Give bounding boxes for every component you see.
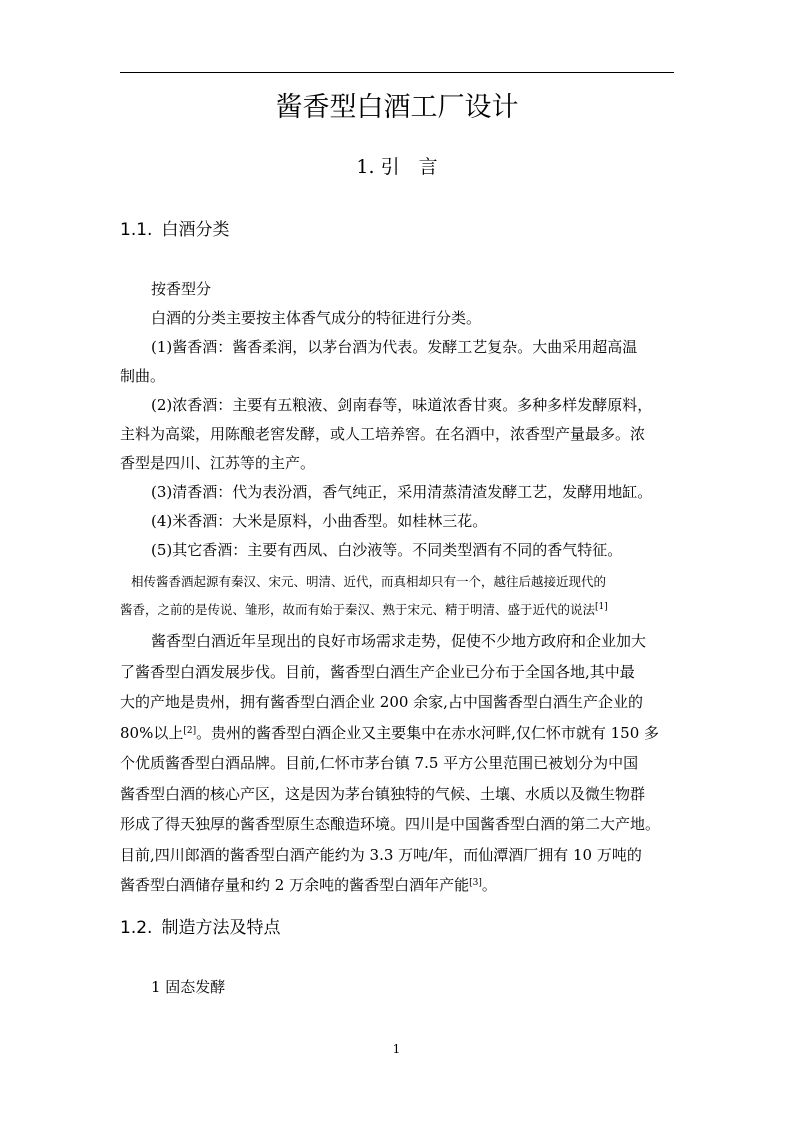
reference-mark: [1] <box>595 602 608 612</box>
reference-mark: [3] <box>469 878 482 888</box>
paragraph-line: (4)米香酒：大米是原料，小曲香型。如桂林三花。 <box>151 512 488 530</box>
paragraph-line: (2)浓香酒：主要有五粮液、剑南春等，味道浓香甘爽。多种多样发酵原料， <box>151 396 653 414</box>
paragraph-line: 个优质酱香型白酒品牌。目前,仁怀市茅台镇 7.5 平方公里范围已被划分为中国 <box>120 754 639 772</box>
paragraph-line: (3)清香酒：代为表汾酒，香气纯正，采用清蒸清渣发酵工艺，发酵用地缸。 <box>151 483 653 501</box>
paragraph-line: 了酱香型白酒发展步伐。目前，酱香型白酒生产企业已分布于全国各地,其中最 <box>120 662 635 681</box>
paragraph-line: 制曲。 <box>120 367 166 385</box>
method-block <box>120 973 676 1002</box>
chapter-heading: 1. 引 言 <box>356 156 438 178</box>
classification-block <box>120 275 676 565</box>
document-title: 酱香型白酒工厂设计 <box>275 92 519 123</box>
paragraph-line: 酱香型白酒储存量和约 2 万余吨的酱香型白酒年产能[3]。 <box>120 876 497 894</box>
paragraph-line: 按香型分 <box>151 280 212 298</box>
paragraph-line: 80%以上[2]。贵州的酱香型白酒企业又主要集中在赤水河畔,仅仁怀市就有 150 多 <box>120 723 660 742</box>
section-heading-1-1 <box>120 217 229 243</box>
paragraph-line: 香型是四川、江苏等的主产。 <box>120 454 316 472</box>
section-title: 白酒分类 <box>161 220 230 240</box>
section-heading-1-2 <box>120 915 280 941</box>
paragraph-line: 目前,四川郎酒的酱香型白酒产能约为 3.3 万吨/年，而仙潭酒厂拥有 10 万吨的 <box>120 845 642 864</box>
page-number: 1 <box>392 1042 401 1056</box>
section-number: 1.2. <box>120 918 153 938</box>
paragraph-line: (5)其它香酒：主要有西凤、白沙液等。不同类型酒有不同的香气特征。 <box>151 541 623 559</box>
paragraph-line: 1 固态发酵 <box>151 978 226 996</box>
paragraph-line: 酱香型白酒近年呈现出的良好市场需求走势，促使不少地方政府和企业加大 <box>151 632 647 650</box>
section-title: 制造方法及特点 <box>161 918 281 938</box>
note-line: 酱香，之前的是传说、雏形，故而有始于秦汉、熟于宋元、精于明清、盛于近代的说法[1] <box>120 602 608 617</box>
note-line: 相传酱香酒起源有秦汉、宋元、明清、近代，而真相却只有一个，越往后越接近现代的 <box>131 574 607 589</box>
paragraph-line: 主料为高粱，用陈酿老窖发酵，或人工培养窖。在名酒中，浓香型产量最多。浓 <box>120 425 646 443</box>
paragraph-line: 大的产地是贵州，拥有酱香型白酒企业 200 余家,占中国酱香型白酒生产企业的 <box>120 693 643 711</box>
origin-note <box>120 568 676 624</box>
paragraph-line: 酱香型白酒的核心产区，这是因为茅台镇独特的气候、土壤、水质以及微生物群 <box>120 784 646 803</box>
market-paragraph <box>120 626 676 901</box>
reference-mark: [2] <box>183 725 197 736</box>
paragraph-line: (1)酱香酒：酱香柔润，以茅台酒为代表。发酵工艺复杂。大曲采用超高温 <box>151 338 638 356</box>
header-rule <box>120 72 674 73</box>
paragraph-line: 形成了得天独厚的酱香型原生态酿造环境。四川是中国酱香型白酒的第二大产地。 <box>120 815 661 833</box>
section-number: 1.1. <box>120 220 153 240</box>
paragraph-line: 白酒的分类主要按主体香气成分的特征进行分类。 <box>151 309 482 327</box>
